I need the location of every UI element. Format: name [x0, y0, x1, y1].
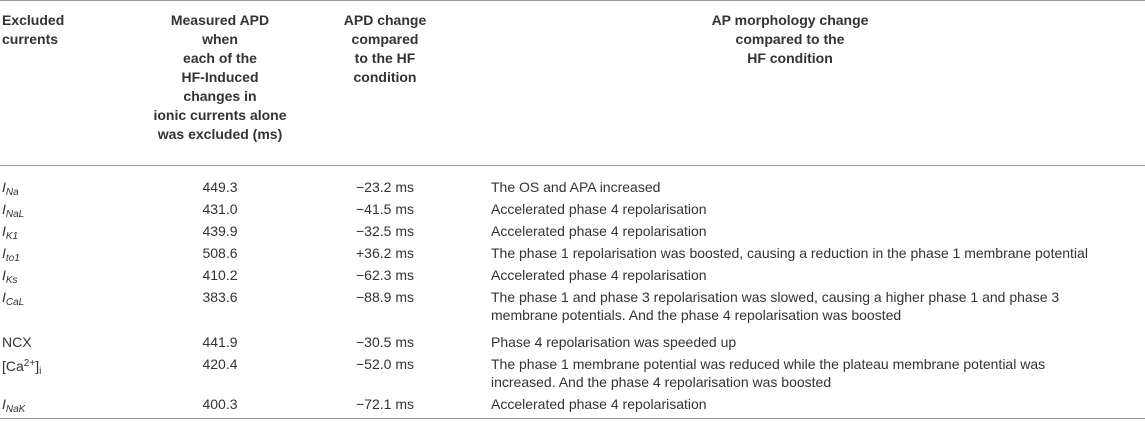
- morphology-change: [491, 288, 1145, 324]
- current-name: [2, 355, 41, 381]
- current-name: [2, 244, 20, 268]
- current-symbol: I: [2, 245, 6, 261]
- current-symbol: I: [2, 289, 6, 305]
- morphology-change: [491, 333, 1145, 351]
- current-symbol: [Ca: [2, 358, 24, 374]
- header-line: when: [202, 31, 238, 47]
- current-name: [2, 222, 18, 246]
- table-top-rule: [0, 0, 1145, 1]
- current-name: [2, 178, 19, 202]
- header-line: changes in: [183, 88, 257, 104]
- apd-change: +36.2 ms: [356, 245, 414, 261]
- measured-apd: 431.0: [202, 201, 238, 217]
- current-symbol: NCX: [2, 334, 32, 350]
- header-line: compared to the: [735, 31, 845, 47]
- apd-change: −88.9 ms: [356, 289, 414, 305]
- morphology-change: [491, 222, 1145, 240]
- morphology-change: [491, 244, 1145, 262]
- morphology-line: Accelerated phase 4 repolarisation: [491, 396, 707, 412]
- current-name: [2, 200, 24, 224]
- morphology-line: Accelerated phase 4 repolarisation: [491, 267, 707, 283]
- header-line: to the HF: [354, 50, 416, 66]
- current-symbol: I: [2, 267, 6, 283]
- apd-change: −72.1 ms: [356, 396, 414, 412]
- current-subscript: Ks: [5, 275, 18, 286]
- current-subscript: to1: [5, 253, 20, 264]
- header-apd-change: [330, 11, 440, 87]
- header-measured-apd: [136, 11, 304, 144]
- morphology-change: [491, 395, 1145, 413]
- current-name: [2, 266, 18, 290]
- current-bracket: ]: [35, 358, 40, 374]
- header-line: each of the: [183, 50, 257, 66]
- measured-apd: 400.3: [202, 396, 238, 412]
- morphology-line: The phase 1 membrane potential was reduced while the plateau membrane potential was: [491, 356, 1046, 372]
- morphology-change: [491, 178, 1145, 196]
- measured-apd: 441.9: [202, 334, 238, 350]
- apd-change: −23.2 ms: [356, 179, 414, 195]
- header-separator-rule: [0, 165, 1145, 166]
- measured-apd: 508.6: [202, 245, 238, 261]
- measured-apd: 449.3: [202, 179, 238, 195]
- morphology-line: Accelerated phase 4 repolarisation: [491, 223, 707, 239]
- measured-apd: 439.9: [202, 223, 238, 239]
- morphology-change: [491, 200, 1145, 218]
- header-line: Excluded: [2, 12, 65, 28]
- apd-change: −52.0 ms: [356, 356, 414, 372]
- current-symbol: I: [2, 223, 6, 239]
- header-line: was excluded (ms): [157, 126, 283, 142]
- current-subscript: NaK: [5, 404, 26, 415]
- header-excluded-currents: [2, 11, 132, 49]
- measured-apd: 410.2: [202, 267, 238, 283]
- header-line: condition: [353, 69, 417, 85]
- morphology-line: membrane potentials. And the phase 4 repolarisation was boosted: [491, 307, 902, 323]
- header-line: HF-Induced: [181, 69, 259, 85]
- header-line: Measured APD: [170, 12, 270, 28]
- header-line: AP morphology change: [711, 12, 869, 28]
- measured-apd: 383.6: [202, 289, 238, 305]
- current-subscript: K1: [5, 231, 19, 242]
- morphology-change: [491, 355, 1145, 391]
- current-symbol: I: [2, 396, 6, 412]
- apd-change: −41.5 ms: [356, 201, 414, 217]
- morphology-line: increased. And the phase 4 repolarisation was boosted: [491, 374, 832, 390]
- current-subscript: NaL: [5, 209, 25, 220]
- header-line: currents: [2, 31, 59, 47]
- current-name: [2, 288, 24, 312]
- morphology-line: Phase 4 repolarisation was speeded up: [491, 334, 737, 350]
- morphology-change: [491, 266, 1145, 284]
- measured-apd: 420.4: [202, 356, 238, 372]
- apd-change: −62.3 ms: [356, 267, 414, 283]
- current-symbol: I: [2, 179, 6, 195]
- morphology-line: The OS and APA increased: [491, 179, 661, 195]
- header-ap-morphology: [480, 11, 1100, 68]
- header-line: ionic currents alone: [153, 107, 287, 123]
- current-name: [2, 333, 32, 351]
- current-subscript: Na: [5, 187, 19, 198]
- apd-change: −32.5 ms: [356, 223, 414, 239]
- current-symbol: I: [2, 201, 6, 217]
- current-superscript: 2+: [23, 358, 36, 369]
- header-line: HF condition: [747, 50, 833, 66]
- current-subscript: CaL: [5, 297, 25, 308]
- header-line: APD change: [343, 12, 427, 28]
- morphology-line: The phase 1 and phase 3 repolarisation was slowed, causing a higher phase 1 and phase 3: [491, 289, 1060, 305]
- header-line: compared: [351, 31, 419, 47]
- morphology-line: The phase 1 repolarisation was boosted, causing a reduction in the phase 1 membrane potential: [491, 245, 1088, 261]
- apd-change: −30.5 ms: [356, 334, 414, 350]
- table-bottom-rule: [0, 418, 1145, 419]
- current-name: [2, 395, 25, 419]
- current-subscript: i: [39, 366, 42, 377]
- morphology-line: Accelerated phase 4 repolarisation: [491, 201, 707, 217]
